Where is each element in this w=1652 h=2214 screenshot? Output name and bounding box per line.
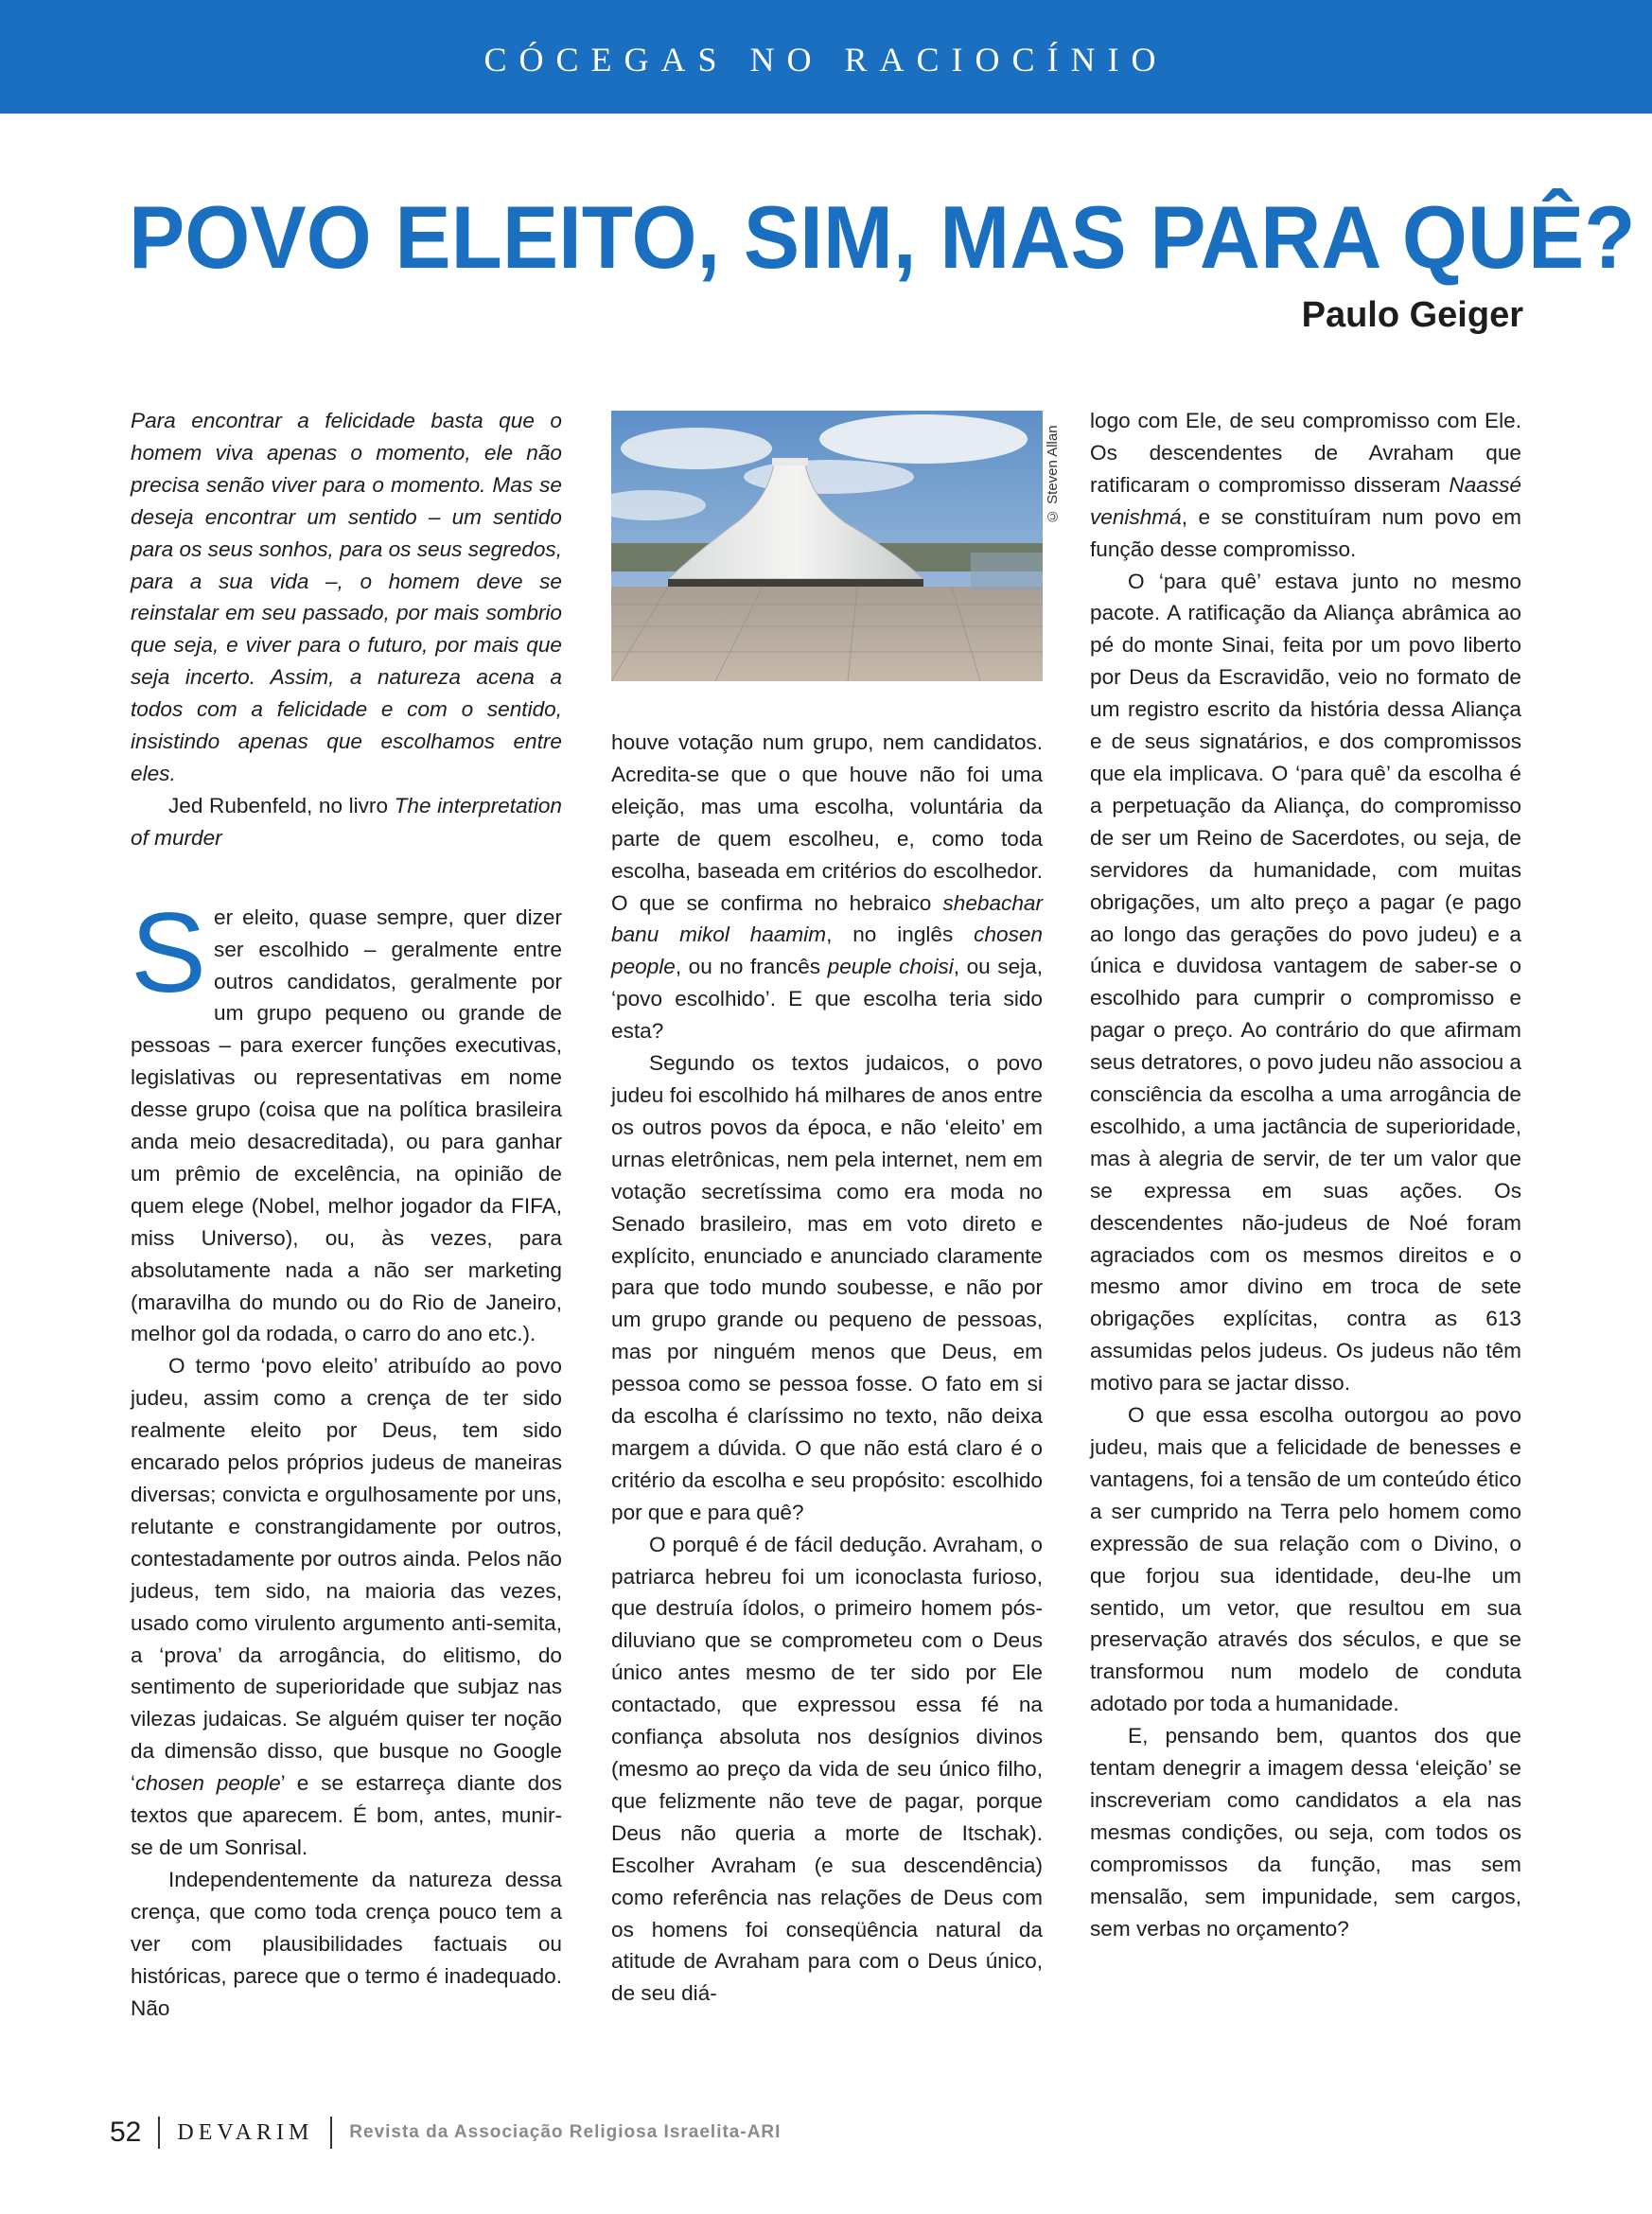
plaza [611, 587, 1043, 681]
emphasis-text: peuple choisi [827, 955, 954, 979]
epigraph: Para encontrar a felicidade basta que o homem viva apenas o momento, ele não precisa senão viver para o momento. Mas se deseja encontrar um sentido – um sentido para os seus sonhos, para os seus segredos, para a sua vida –, o homem deve se reinstalar em seu passado, por mais sombrio que seja, e viver para o futuro, por mais que seja incerto. Assim, a natureza acena a todos com a felicidade e com o sentido, insistindo apenas que escolhamos entre eles. [131, 409, 562, 785]
cloud [621, 428, 772, 469]
emphasis-text: Naassé venishmá [1090, 472, 1521, 529]
text-column-3 [1090, 405, 1521, 1945]
text-column-1 [131, 405, 562, 2024]
dome-top [772, 458, 808, 466]
text-column-2 [611, 727, 1043, 2010]
author-byline: Paulo Geiger [1301, 295, 1523, 335]
footer-divider [330, 2117, 332, 2149]
body-paragraph: O porquê é de fácil dedução. Avraham, o patriarca hebreu foi um iconoclasta furioso, que destruía ídolos, o primeiro homem pós-diluviano que se comprometeu com o Deus único antes mesmo de ter sido por Ele contactado, que expressou essa fé na confiança absoluta nos desígnios divinos (mesmo ao preço da vida de seu único filho, que felizmente não teve de pagar, porque Deus não queria a morte de Itschak). Escolher Avraham (e sua descendência) como referência nas relações de Deus com os homens foi conseqüência natural da atitude de Avraham para com o Deus único, de seu diá- [611, 1532, 1043, 2006]
drop-cap: S [131, 888, 207, 1016]
article-title: POVO ELEITO, SIM, MAS PARA QUÊ? [129, 187, 1636, 287]
photo-credit: © Steven Allan [1045, 425, 1061, 524]
paragraph-text: O termo ‘povo eleito’ atribuído ao povo judeu, assim como a crença de ter sido realmente eleito por Deus, tem sido encarado pelos próprios judeus de maneiras diversas; convicta e orgulhosamente por uns, relutante e constrangidamente por outros, contestadamente por outros ainda. Pelos não judeus, tem sido, na maioria das vezes, usado como virulento argumento anti-semita, a ‘prova’ da arrogância, do elitismo, do sentimento de superioridade que subjaz nas vilezas judaicas. Se alguém quiser ter noção da dimensão disso, que busque no Google ‘ [131, 1354, 562, 1796]
section-header-band [0, 0, 1652, 114]
shrine-of-the-book-photo [611, 411, 1043, 681]
epigraph-source [131, 790, 562, 854]
epigraph-source-lead: Jed Rubenfeld, no livro [168, 793, 395, 817]
paragraph-text: , ou no francês [675, 955, 828, 979]
footer-divider [158, 2117, 160, 2149]
epigraph-source-book: The interpretation of murder [131, 793, 562, 850]
page-footer [110, 2114, 781, 2152]
paragraph-text: , ou seja, ‘povo escolhido’. E que escolha teria sido esta? [611, 955, 1043, 1044]
paragraph-text: er eleito, quase sempre, quer dizer ser escolhido – geralmente entre outros candidatos, geralmente por um grupo pequeno ou grande de pessoas – para exercer funções executivas, legislativas ou representativas em nome desse grupo (coisa que na política brasileira anda meio desacreditada), ou para ganhar um prêmio de excelência, na opinião de quem elege (Nobel, melhor jogador da FIFA, miss Universo), ou, às vezes, para absolutamente nada a não ser marketing (maravilha do mundo ou do Rio de Janeiro, melhor gol da rodada, o carro do ano etc.). [131, 905, 562, 1346]
magazine-tagline: Revista da Associação Religiosa Israelita-ARI [349, 2122, 782, 2142]
section-label: CÓCEGAS NO RACIOCÍNIO [483, 41, 1169, 79]
body-paragraph: Segundo os textos judaicos, o povo judeu foi escolhido há milhares de anos entre os outros povos da época, e não ‘eleito’ em urnas eletrônicas, nem pela internet, nem em votação secretíssima como era moda no Senado brasileiro, mas em voto direto e explícito, enunciado e anunciado claramente para que todo mundo soubesse, e não por um grupo grande ou pequeno de pessoas, mas por ninguém menos que Deus, em pessoa como se pessoa fosse. O fato em si da escolha é claríssimo no texto, não deixa margem a dúvida. O que não está claro é o critério da escolha e seu propósito: escolhido por que e para quê? [611, 1051, 1043, 1524]
body-paragraph [131, 1350, 562, 1864]
page-number: 52 [110, 2117, 142, 2148]
cloud [819, 414, 1028, 464]
paragraph-text: houve votação num grupo, nem candidatos. Acredita-se que o que houve não foi uma eleição, mas uma escolha, voluntária da parte de quem escolheu, e, como toda escolha, baseada em critérios do escolhedor. O que se confirma no hebraico [611, 730, 1043, 915]
body-paragraph: O que essa escolha outorgou ao povo judeu, mais que a felicidade de benesses e vantagens, foi a tensão de um conteúdo ético a ser cumprido na Terra pelo homem como expressão de sua relação com o Divino, o que forjou sua identidade, deu-lhe um sentido, um vetor, que resultou em sua preservação através dos séculos, e que se transformou num modelo de conduta adotado por toda a humanidade. [1090, 1403, 1521, 1716]
body-paragraph: E, pensando bem, quantos dos que tentam denegrir a imagem dessa ‘eleição’ se inscreveriam como candidatos a ela nas mesmas condições, ou seja, com todos os compromissos da função, mas sem mensalão, sem impunidade, sem cargos, sem verbas no orçamento? [1090, 1724, 1521, 1941]
paragraph-text: ’ e se estarreça diante dos textos que aparecem. É bom, antes, munir-se de um Sonrisal. [131, 1771, 562, 1859]
body-paragraph: O ‘para quê’ estava junto no mesmo pacote. A ratificação da Aliança abrâmica ao pé do monte Sinai, feita por um povo liberto por Deus da Escravidão, veio no formato de um registro escrito da história dessa Aliança e de seus signatários, e dos compromissos que ela implicava. O ‘para quê’ da escolha é a perpetuação da Aliança, do compromisso de ser um Reino de Sacerdotes, ou seja, de servidores da humanidade, com muitas obrigações, um alto preço a pagar (e pago ao longo das gerações do povo judeu) e a única e duvidosa vantagem de saber-se o escolhido para cumprir o compromisso e pagar o preço. Ao contrário do que afirmam seus detratores, o povo judeu não associou a consciência da escolha a uma arrogância de escolhido, a uma jactância de superioridade, mas à alegria de servir, de ter um valor que se expressa em suas ações. Os descendentes não-judeus de Noé foram agraciados com os mesmos direitos e o mesmo amor divino em troca de sete obrigações explícitas, contra as 613 assumidas pelos judeus. Os judeus não têm motivo para se jactar disso. [1090, 569, 1521, 1396]
emphasis-text: chosen people [135, 1771, 281, 1796]
magazine-name: DEVARIM [177, 2119, 314, 2145]
paragraph-text: , e se constituíram num povo em função desse compromisso. [1090, 504, 1521, 561]
dome-base [668, 579, 923, 587]
photo-illustration [611, 411, 1043, 681]
body-paragraph: Independentemente da natureza dessa crença, que como toda crença pouco tem a ver com plausibilidades factuais ou históricas, parece que o termo é inadequado. Não [131, 1867, 562, 2020]
body-paragraph [131, 888, 562, 1351]
fountain [971, 553, 1043, 590]
paragraph-text: logo com Ele, de seu compromisso com Ele. Os descendentes de Avraham que ratificaram o compromisso disseram [1090, 409, 1521, 497]
body-paragraph [611, 727, 1043, 1047]
emphasis-text: shebachar banu mikol haamim [611, 890, 1043, 947]
body-paragraph [1090, 405, 1521, 566]
emphasis-text: chosen people [611, 922, 1043, 979]
paragraph-text: , no inglês [826, 922, 975, 947]
